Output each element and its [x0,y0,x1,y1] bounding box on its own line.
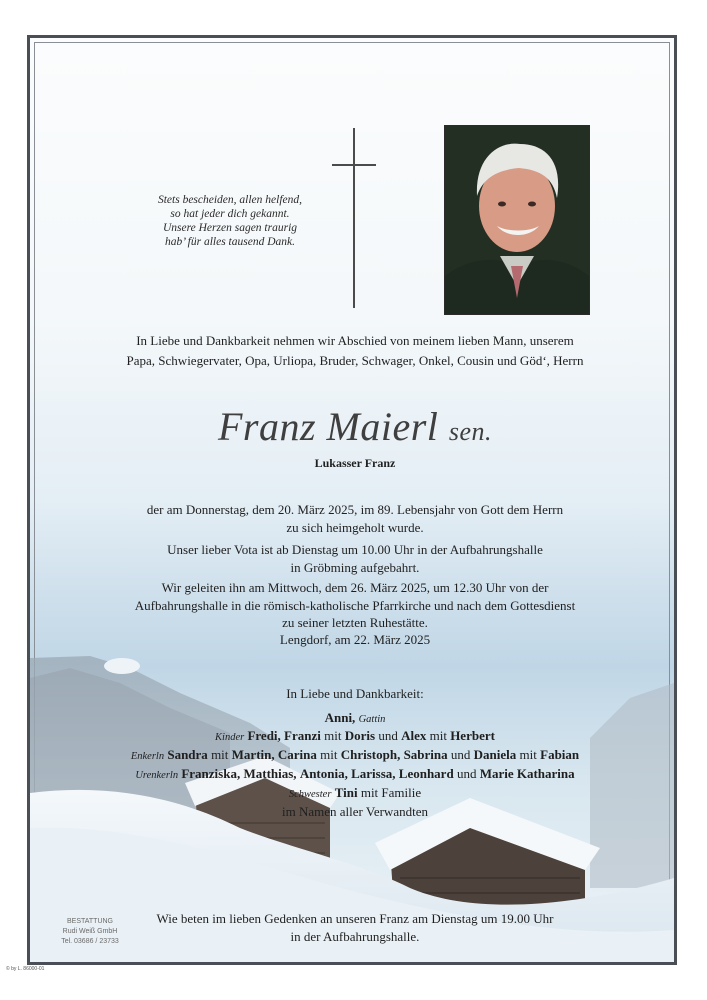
mourner-role: Urenkerln [135,770,179,781]
intro-line: Papa, Schwiegervater, Opa, Urliopa, Bruder, Schwager, Onkel, Cousin und Göd‘, Herrn [126,352,584,368]
mourners-heading: In Liebe und Dankbarkeit: [286,686,424,701]
funeral-home-stamp [50,917,130,947]
portrait-photo [444,125,590,315]
stamp-line: BESTATTUNG [66,918,114,925]
mourner-wife [50,710,660,726]
funeral-notice [70,579,640,632]
nickname: Lukasser Franz [314,456,396,470]
mourner-name: Anni, [324,710,356,725]
print-code: © by L. 86000-01 [6,966,45,972]
mourner-name: Carina [277,747,317,762]
stamp-line: Tel. 03686 / 23733 [61,938,119,945]
mourner-name: Larissa, [351,766,396,781]
obituary-card [27,35,677,965]
text-line: Wie beten im lieben Gedenken an unseren Franz am Dienstag um 19.00 Uhr [156,911,554,926]
intro-line: In Liebe und Dankbarkeit nehmen wir Abschied von meinem lieben Mann, unserem [136,333,574,348]
text-line: zu sich heimgeholt wurde. [286,519,424,535]
mourner-name: Alex [401,728,427,743]
mourner-sister [50,785,660,801]
mourner-children [50,728,660,744]
intro-text [70,331,640,370]
mourner-name: Marie Katharina [479,766,575,781]
mourner-name: Fredi, [247,728,281,743]
text-line: Wir geleiten ihn am Mittwoch, dem 26. März 2025, um 12.30 Uhr von der [161,580,549,595]
mourner-name: Christoph, [340,747,401,762]
verse-line: Stets bescheiden, allen helfend, [157,194,303,206]
mourner-name: Sabrina [403,747,448,762]
mourner-name: Sandra [167,747,208,762]
death-notice [70,501,640,536]
mourner-name: Daniela [473,747,517,762]
text-line: in Gröbming aufgebahrt. [290,559,420,575]
connector: mit [519,747,537,762]
mourner-name: Franzi [284,728,321,743]
mourner-role: Schwester [288,789,332,800]
mourner-name: Antonia, [299,766,348,781]
mourner-role: Enkerln [130,751,165,762]
mourner-name: Tini [334,785,358,800]
prayer-notice [70,910,640,945]
mourner-name: Herbert [450,728,495,743]
mourner-others: im Namen aller Verwandten [282,804,428,819]
mourner-great-grandchildren [50,766,660,782]
stamp-line: Rudi Weiß GmbH [62,928,118,935]
deceased-name [70,403,640,450]
mourner-role: Kinder [215,732,245,743]
mourner-name: Franziska, [181,766,241,781]
mourner-name: Matthias, [243,766,297,781]
text-line: der am Donnerstag, dem 20. März 2025, im 89. Lebensjahr von Gott dem Herrn [146,502,564,517]
deceased-name-suffix: sen. [448,417,493,446]
connector: mit [429,728,447,743]
mourner-grandchildren [50,747,660,763]
connector: mit [324,728,342,743]
text-line: Unser lieber Vota ist ab Dienstag um 10.00 Uhr in der Aufbahrungshalle [167,542,543,557]
memorial-verse [130,193,330,249]
deceased-name-main: Franz Maierl [217,404,439,449]
text-line: zu seiner letzten Ruhestätte. [282,615,428,630]
connector: und [378,728,398,743]
mourner-role: Gattin [358,714,386,725]
mourner-name: Martin, [231,747,275,762]
place-date: Lengdorf, am 22. März 2025 [279,632,431,647]
verse-line: Unsere Herzen sagen traurig [162,222,298,234]
mourner-name: Leonhard [398,766,454,781]
connector: und [456,766,477,781]
verse-line: so hat jeder dich gekannt. [170,208,290,220]
portrait-image [445,126,589,314]
verse-line: hab’ für alles tausend Dank. [164,236,295,248]
text-line: in der Aufbahrungshalle. [290,928,420,944]
mourner-name: Fabian [540,747,580,762]
connector: mit Familie [360,785,422,800]
viewing-notice [70,541,640,576]
text-line: Aufbahrungshalle in die römisch-katholische Pfarrkirche und nach dem Gottesdienst [134,597,576,613]
connector: mit [211,747,229,762]
connector: und [450,747,471,762]
cross-icon [332,128,376,308]
mourner-name: Doris [344,728,376,743]
connector: mit [320,747,338,762]
